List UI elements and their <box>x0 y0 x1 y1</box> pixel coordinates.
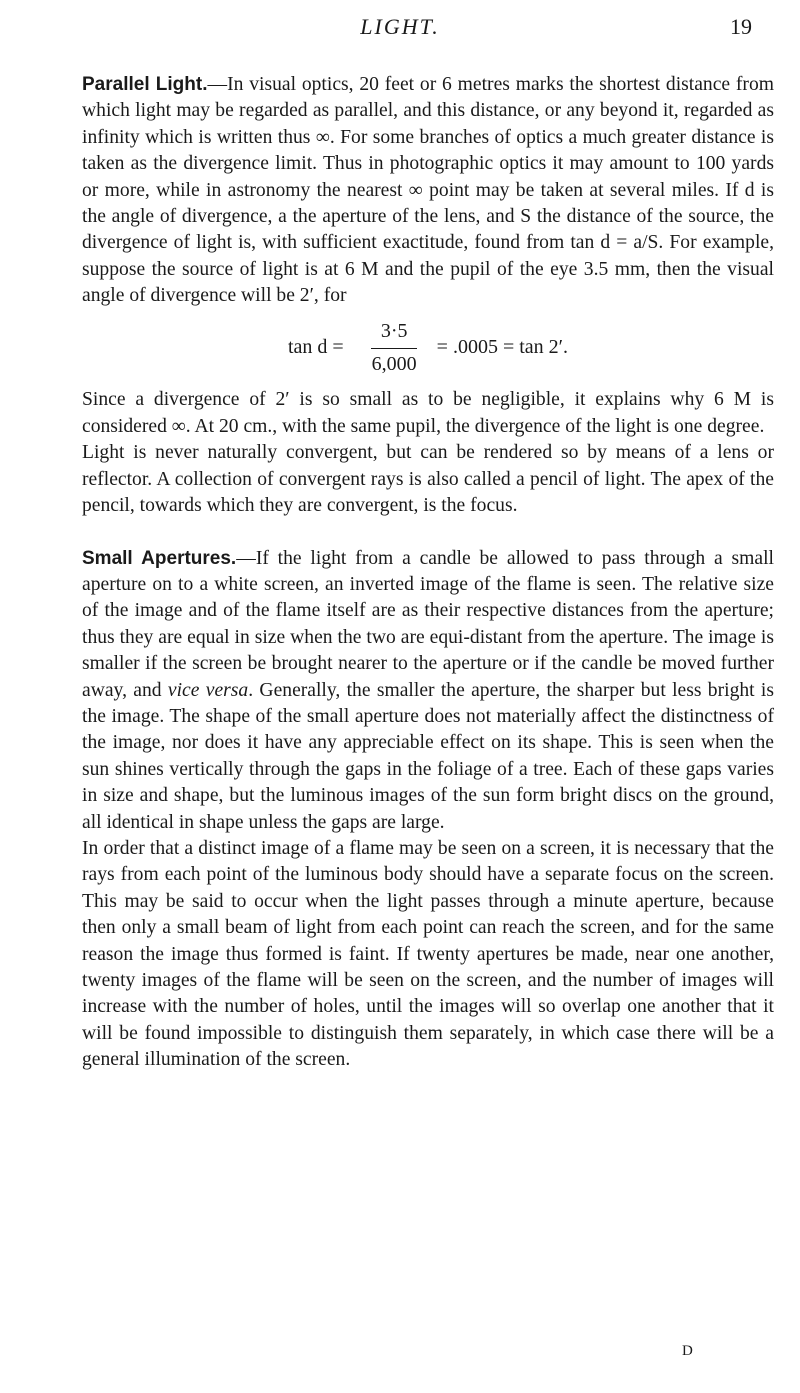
section-gap <box>82 520 774 546</box>
paragraph-text: . Generally, the smaller the aperture, the sharper but less bright is the image. The shape of the small aperture does not materially affect the distinctness of the image, nor does it have any appreciable effect on its shape. This is seen when the sun shines vertically through the gaps in the foliage of a tree. Each of these gaps varies in size and shape, but the luminous images of the sun form bright discs on the ground, all identical in shape unless the gaps are large. <box>82 679 774 833</box>
paragraph-distinct-image: In order that a distinct image of a flame may be seen on a screen, it is necessary that the rays from each point of the luminous body should have a separate focus on the screen. This may be said to occur when the light passes through a minute aperture, because then only a small beam of light from each point can reach the screen, and for the same reason the image thus formed is faint. If twenty apertures be made, near one another, twenty images of the flame will be seen on the screen, and the number of images will increase with the number of holes, until the images will so overlap one another that it will be found impossible to distinguish them separately, in which case there will be a general illumination of the screen. <box>82 837 774 1071</box>
equation-numerator: 3·5 <box>380 319 408 342</box>
paragraph-divergence: Since a divergence of 2′ is so small as to be negligible, it explains why 6 M is considered ∞. At 20 cm., with the same pupil, the divergence of the light is one degree. <box>82 389 774 437</box>
equation-denominator: 6,000 <box>371 353 417 376</box>
equation-right: = .0005 = tan 2′. <box>436 336 569 359</box>
signature-mark: D <box>682 1343 693 1359</box>
paragraph-convergent: Light is never naturally convergent, but can be rendered so by means of a lens or reflector. A collection of convergent rays is also called a pencil of light. The apex of the pencil, towards which they are convergent, is the focus. <box>82 442 774 517</box>
equation-left: tan d = <box>287 336 344 359</box>
section-heading-small-apertures: Small Apertures. <box>82 547 237 569</box>
paragraph-text: —If the light from a candle be allowed to pass through a small aperture on to a white screen, an inverted image of the flame is seen. The relative size of the image and of the flame itself are as their respective distances from the aperture; thus they are equal in size when the two are equi-distant from the aperture. The image is smaller if the screen be brought nearer to the aperture or if the candle be moved further away, and <box>82 547 774 701</box>
paragraph-text: —In visual optics, 20 feet or 6 metres marks the shortest distance from which light may be regarded as parallel, and this distance, or any beyond it, regarded as infinity which is written thus ∞. For some branches of optics a much greater distance is taken as the divergence limit. Thus in photographic optics it may amount to 100 yards or more, while in astronomy the nearest ∞ point may be taken at several miles. If d is the angle of divergence, a the aperture of the lens, and S the distance of the source, the divergence of light is, with sufficient exactitude, found from tan d = a/S. For example, suppose the source of light is at 6 M and the pupil of the eye 3.5 mm, then the visual angle of divergence will be 2′, for <box>82 74 774 307</box>
running-title: LIGHT. <box>360 14 440 39</box>
italic-vice-versa: vice versa <box>167 679 249 701</box>
page-header <box>0 14 800 44</box>
paragraph-parallel-light <box>82 72 774 310</box>
page-number: 19 <box>730 14 752 39</box>
paragraph-small-apertures <box>82 546 774 836</box>
fraction-bar <box>371 348 417 349</box>
page-body <box>82 72 774 1074</box>
equation-fraction <box>368 318 421 378</box>
equation-tan-d <box>82 318 774 378</box>
section-heading-parallel-light: Parallel Light. <box>82 74 208 95</box>
